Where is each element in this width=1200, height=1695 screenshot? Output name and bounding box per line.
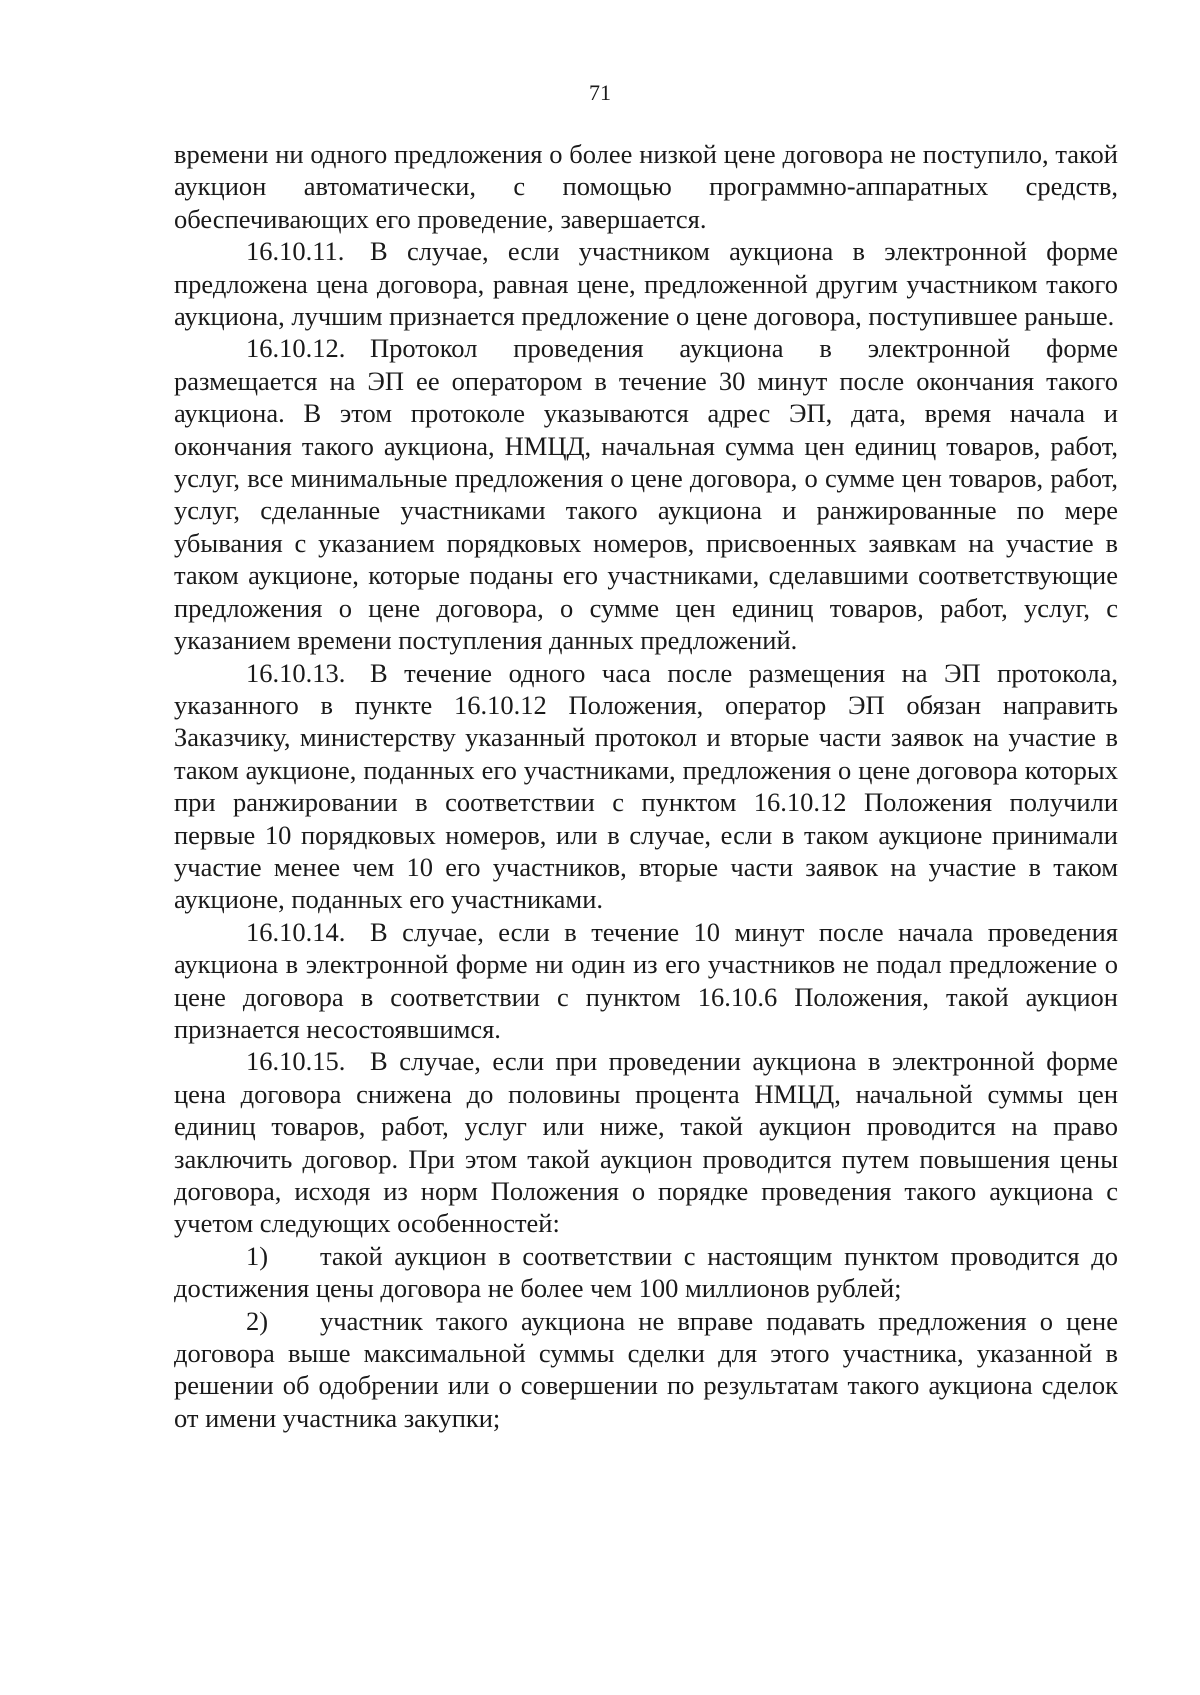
- clause-number: 16.10.14.: [246, 916, 346, 947]
- clause-text: В случае, если в течение 10 минут после начала проведения аукциона в электронной форме ни один из его участников не подал предложение о цене договора в соответствии с пунктом 16.10.6 Положения, такой аукцион признается несостоявшимся.: [174, 916, 1118, 1044]
- clause-text: Протокол проведения аукциона в электронной форме размещается на ЭП ее оператором в течение 30 минут после окончания такого аукциона. В этом протоколе указываются адрес ЭП, дата, время начала и окончания такого аукциона, НМЦД, начальная сумма цен единиц товаров, работ, услуг, все минимальные предложения о цене договора, о сумме цен товаров, работ, услуг, сделанные участниками такого аукциона и ранжированные по мере убывания с указанием порядковых номеров, присвоенных заявкам на участие в таком аукционе, которые поданы его участниками, сделавшими соответствующие предложения о цене договора, о сумме цен единиц товаров, работ, услуг, с указанием времени поступления данных предложений.: [174, 333, 1118, 656]
- clause-text: В случае, если при проведении аукциона в электронной форме цена договора снижена до половины процента НМЦД, начальной суммы цен единиц товаров, работ, услуг или ниже, такой аукцион проводится на право заключить договор. При этом такой аукцион проводится путем повышения цены договора, исходя из норм Положения о порядке проведения такого аукциона с учетом следующих особенностей:: [174, 1046, 1118, 1239]
- document-body: [174, 138, 1118, 1434]
- clause-text: В случае, если участником аукциона в электронной форме предложена цена договора, равная цене, предложенной другим участником такого аукциона, лучшим признается предложение о цене договора, поступившее раньше.: [174, 236, 1118, 332]
- paragraph-continuation: [174, 138, 1118, 235]
- clause-number: 16.10.12.: [246, 333, 346, 364]
- clause-16-10-15: [174, 1045, 1118, 1239]
- clause-16-10-12: [174, 332, 1118, 656]
- paragraph-text: времени ни одного предложения о более низкой цене договора не поступило, такой аукцион автоматически, с помощью программно-аппаратных средств, обеспечивающих его проведение, завершается.: [174, 139, 1118, 234]
- list-item-text: участник такого аукциона не вправе подавать предложения о цене договора выше максимальной суммы сделки для этого участника, указанной в решении об одобрении или о совершении по результатам такого аукциона сделок от имени участника закупки;: [174, 1305, 1118, 1433]
- list-item-1: [174, 1240, 1118, 1305]
- clause-16-10-13: [174, 657, 1118, 916]
- clause-number: 16.10.13.: [246, 657, 346, 688]
- clause-number: 16.10.11.: [246, 236, 345, 267]
- clause-16-10-14: [174, 916, 1118, 1046]
- list-item-text: такой аукцион в соответствии с настоящим пунктом проводится до достижения цены договора не более чем 100 миллионов рублей;: [174, 1240, 1118, 1304]
- clause-16-10-11: [174, 235, 1118, 332]
- page-number: 71: [589, 80, 611, 105]
- list-item-number: 2): [246, 1305, 269, 1336]
- list-item-2: [174, 1305, 1118, 1435]
- clause-text: В течение одного часа после размещения на ЭП протокола, указанного в пункте 16.10.12 Положения, оператор ЭП обязан направить Заказчику, министерству указанный протокол и вторые части заявок на участие в таком аукционе, поданных его участниками, предложения о цене договора которых при ранжировании в соответствии с пунктом 16.10.12 Положения получили первые 10 порядковых номеров, или в случае, если в таком аукционе принимали участие менее чем 10 его участников, вторые части заявок на участие в таком аукционе, поданных его участниками.: [174, 657, 1118, 915]
- list-item-number: 1): [246, 1240, 269, 1271]
- clause-number: 16.10.15.: [246, 1046, 346, 1077]
